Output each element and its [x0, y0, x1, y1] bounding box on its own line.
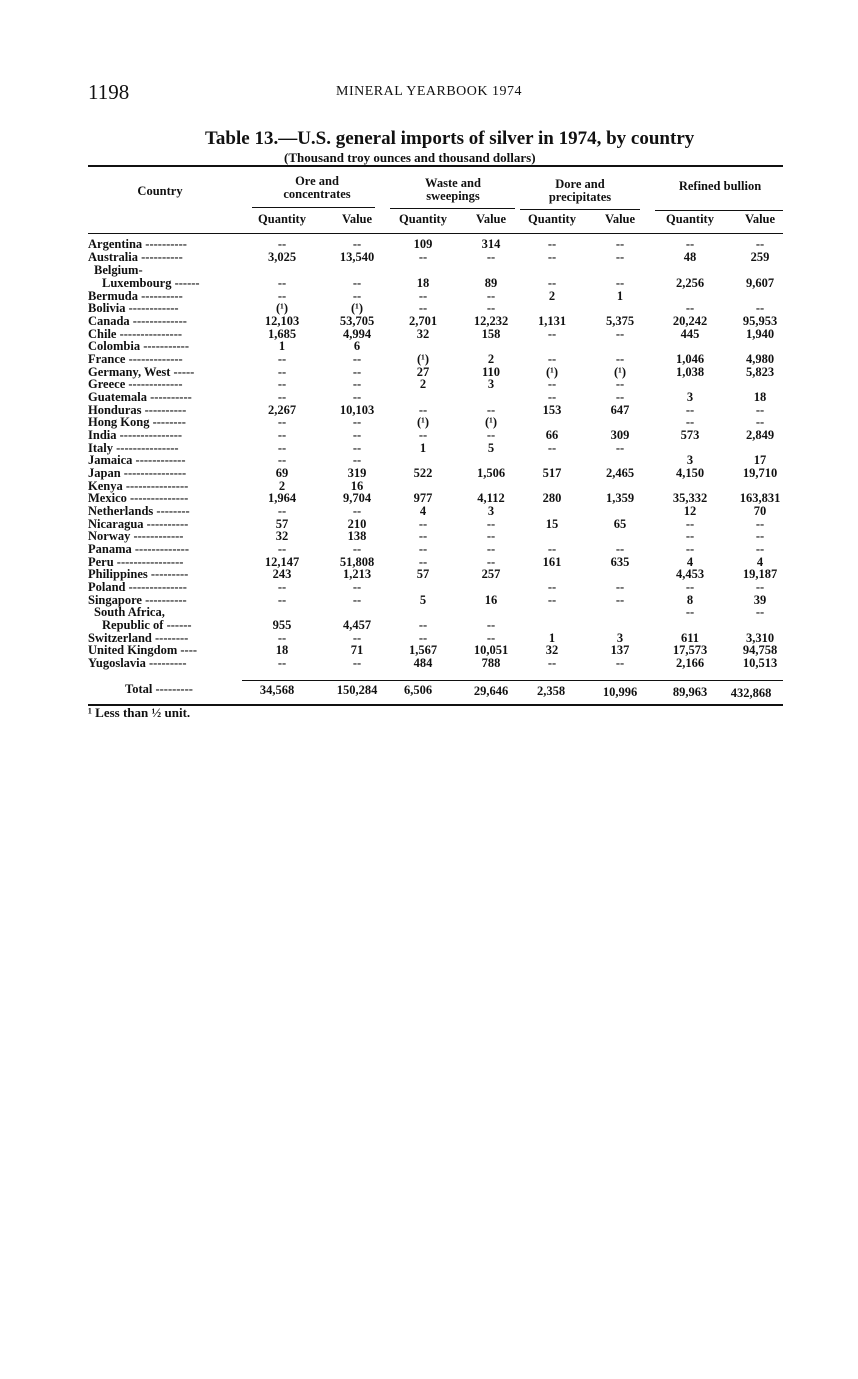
table-cell: 573: [680, 428, 700, 442]
table-cell: 8: [686, 593, 694, 607]
table-cell: 138: [347, 529, 367, 543]
table-cell: 48: [683, 250, 697, 264]
table-cell: 53,705: [339, 314, 375, 328]
table-cell: 10,051: [473, 643, 509, 657]
table-cell: --: [352, 580, 362, 594]
subheader-dore-value: Value: [604, 212, 636, 226]
page-number: 1198: [88, 80, 130, 104]
table-cell: --: [277, 593, 287, 607]
country-name: Honduras ----------: [88, 403, 187, 417]
table-cell: --: [486, 403, 496, 417]
country-name: Argentina ----------: [88, 237, 187, 251]
table-cell: 27: [416, 365, 430, 379]
table-cell: 4,150: [675, 466, 705, 480]
table-cell: --: [615, 352, 625, 366]
header-country: Country: [137, 184, 183, 198]
table-cell: --: [352, 276, 362, 290]
country-name: Philippines ---------: [88, 567, 189, 581]
table-cell: 137: [610, 643, 630, 657]
table-cell: 5: [487, 441, 495, 455]
table-cell: --: [547, 237, 557, 251]
table-cell: (¹): [484, 415, 498, 429]
total-label: Total ---------: [125, 682, 193, 696]
table-cell: 69: [275, 466, 289, 480]
table-cell: 163,831: [739, 491, 781, 505]
table-cell: 1,213: [342, 567, 372, 581]
table-cell: --: [615, 377, 625, 391]
subheader-dore-quantity: Quantity: [528, 212, 576, 226]
total-cell: 29,646: [473, 684, 509, 698]
country-name: Bolivia ------------: [88, 301, 179, 315]
table-cell: 158: [481, 327, 501, 341]
table-cell: --: [755, 403, 765, 417]
table-cell: 12,147: [264, 555, 300, 569]
table-cell: --: [755, 301, 765, 315]
table-cell: 2,256: [675, 276, 705, 290]
table-cell: --: [755, 517, 765, 531]
table-cell: --: [418, 517, 428, 531]
table-cell: 51,808: [339, 555, 375, 569]
subheader-refined-quantity: Quantity: [666, 212, 714, 226]
table-cell: --: [277, 542, 287, 556]
table-cell: --: [755, 237, 765, 251]
table-cell: 71: [350, 643, 364, 657]
table-cell: 32: [545, 643, 559, 657]
table-cell: --: [755, 605, 765, 619]
table-cell: 522: [413, 466, 433, 480]
table-cell: 635: [610, 555, 630, 569]
bottom-rule: [88, 704, 783, 706]
country-name: Colombia -----------: [88, 339, 190, 353]
table-cell: --: [277, 377, 287, 391]
table-cell: --: [277, 390, 287, 404]
table-cell: 70: [753, 504, 767, 518]
table-cell: 4: [419, 504, 427, 518]
table-cell: 89: [484, 276, 498, 290]
table-cell: 280: [542, 491, 562, 505]
table-cell: (¹): [613, 365, 627, 379]
table-cell: --: [277, 428, 287, 442]
header-refined: Refined bullion: [678, 179, 762, 193]
table-cell: --: [547, 276, 557, 290]
table-cell: 2: [419, 377, 427, 391]
table-subtitle: (Thousand troy ounces and thousand dollars): [284, 150, 536, 165]
table-cell: 32: [275, 529, 289, 543]
table-cell: 243: [272, 567, 292, 581]
table-cell: 1: [616, 289, 624, 303]
table-cell: (¹): [545, 365, 559, 379]
table-cell: 12: [683, 504, 697, 518]
table-cell: 2: [278, 479, 286, 493]
table-cell: 1,567: [408, 643, 438, 657]
table-cell: --: [486, 618, 496, 632]
table-cell: 4: [756, 555, 764, 569]
header-waste: Waste and sweepings: [425, 176, 481, 203]
running-head: MINERAL YEARBOOK 1974: [336, 84, 523, 99]
table-cell: 3: [487, 504, 495, 518]
table-cell: --: [418, 542, 428, 556]
table-cell: 2,267: [267, 403, 297, 417]
table-cell: 3,310: [745, 631, 775, 645]
table-cell: 2,465: [605, 466, 635, 480]
table-cell: 4,453: [675, 567, 705, 581]
table-cell: --: [486, 631, 496, 645]
table-cell: --: [418, 618, 428, 632]
table-cell: 15: [545, 517, 559, 531]
table-cell: (¹): [416, 352, 430, 366]
table-cell: --: [277, 352, 287, 366]
table-cell: 9,704: [342, 491, 372, 505]
table-cell: --: [615, 656, 625, 670]
table-cell: --: [685, 403, 695, 417]
table-cell: --: [418, 555, 428, 569]
table-cell: --: [352, 390, 362, 404]
table-cell: --: [352, 365, 362, 379]
table-cell: 95,953: [742, 314, 778, 328]
table-cell: --: [418, 631, 428, 645]
table-cell: --: [277, 631, 287, 645]
total-cell: 150,284: [336, 683, 378, 697]
table-cell: 4,112: [477, 491, 505, 505]
table-cell: 5,375: [605, 314, 635, 328]
table-cell: --: [547, 352, 557, 366]
table-cell: 484: [413, 656, 433, 670]
country-name: Jamaica ------------: [88, 453, 186, 467]
table-cell: --: [547, 542, 557, 556]
table-cell: --: [352, 593, 362, 607]
subheader-refined-value: Value: [744, 212, 776, 226]
table-cell: 445: [680, 327, 700, 341]
table-cell: 1,506: [476, 466, 506, 480]
header-dore: Dore and precipitates: [548, 177, 612, 204]
table-cell: 955: [272, 618, 292, 632]
country-name: Canada -------------: [88, 314, 187, 328]
table-cell: --: [615, 276, 625, 290]
country-name: Peru ----------------: [88, 555, 184, 569]
table-cell: 13,540: [339, 250, 375, 264]
table-cell: --: [352, 453, 362, 467]
table-cell: 257: [481, 567, 501, 581]
table-cell: --: [685, 237, 695, 251]
table-cell: 57: [416, 567, 430, 581]
table-cell: 12,103: [264, 314, 300, 328]
country-name: Germany, West -----: [88, 365, 195, 379]
country-name: South Africa,: [94, 605, 165, 619]
table-cell: 1,359: [605, 491, 635, 505]
table-cell: 647: [610, 403, 630, 417]
table-cell: --: [277, 289, 287, 303]
table-cell: 977: [413, 491, 433, 505]
table-cell: 2,166: [675, 656, 705, 670]
table-cell: --: [615, 237, 625, 251]
table-cell: 161: [542, 555, 562, 569]
table-cell: 788: [481, 656, 501, 670]
table-cell: --: [615, 593, 625, 607]
table-cell: 18: [275, 643, 289, 657]
country-name: Netherlands --------: [88, 504, 190, 518]
table-cell: --: [547, 593, 557, 607]
country-name: Luxembourg ------: [102, 276, 200, 290]
country-name: Italy ---------------: [88, 441, 179, 455]
table-cell: --: [277, 365, 287, 379]
table-cell: 3: [686, 453, 694, 467]
country-name: France -------------: [88, 352, 183, 366]
table-cell: 2,849: [745, 428, 775, 442]
table-cell: 4,980: [745, 352, 775, 366]
table-cell: 1,685: [267, 327, 297, 341]
table-cell: 4,457: [342, 618, 372, 632]
table-cell: 9,607: [745, 276, 775, 290]
table-cell: --: [547, 250, 557, 264]
table-cell: --: [615, 250, 625, 264]
table-cell: 66: [545, 428, 559, 442]
country-name: Japan ---------------: [88, 466, 187, 480]
table-cell: (¹): [416, 415, 430, 429]
header-ore: Ore and concentrates: [283, 174, 351, 201]
country-name: Greece -------------: [88, 377, 183, 391]
table-cell: --: [277, 580, 287, 594]
country-name: Panama -------------: [88, 542, 189, 556]
table-cell: 110: [481, 365, 501, 379]
country-name: India ---------------: [88, 428, 183, 442]
header-bottom-rule: [88, 233, 783, 234]
table-cell: 19,187: [742, 567, 778, 581]
table-cell: 2: [548, 289, 556, 303]
country-name: Bermuda ----------: [88, 289, 183, 303]
table-cell: --: [755, 542, 765, 556]
table-cell: --: [486, 517, 496, 531]
table-cell: 517: [542, 466, 562, 480]
table-cell: 1,131: [537, 314, 567, 328]
group-rule-ore: [252, 207, 375, 208]
table-cell: --: [685, 542, 695, 556]
table-cell: --: [418, 250, 428, 264]
table-cell: (¹): [350, 301, 364, 315]
table-cell: 3: [616, 631, 624, 645]
table-cell: 5: [419, 593, 427, 607]
table-cell: 18: [753, 390, 767, 404]
table-cell: --: [486, 428, 496, 442]
table-cell: 1,038: [675, 365, 705, 379]
table-cell: --: [486, 529, 496, 543]
country-name: Switzerland --------: [88, 631, 189, 645]
table-cell: 1,964: [267, 491, 297, 505]
table-cell: 57: [275, 517, 289, 531]
table-cell: 32: [416, 327, 430, 341]
country-name: Hong Kong --------: [88, 415, 186, 429]
table-cell: --: [418, 529, 428, 543]
total-top-rule: [242, 680, 783, 681]
table-cell: 153: [542, 403, 562, 417]
table-cell: (¹): [275, 301, 289, 315]
table-cell: --: [547, 580, 557, 594]
table-cell: --: [755, 529, 765, 543]
table-cell: --: [615, 542, 625, 556]
country-name: Republic of ------: [102, 618, 192, 632]
subheader-waste-quantity: Quantity: [399, 212, 447, 226]
table-cell: --: [685, 517, 695, 531]
country-name: Nicaragua ----------: [88, 517, 189, 531]
total-cell: 2,358: [536, 684, 566, 698]
table-cell: --: [352, 352, 362, 366]
table-cell: --: [547, 377, 557, 391]
table-cell: 3: [686, 390, 694, 404]
table-cell: --: [277, 656, 287, 670]
group-rule-refined: [655, 210, 783, 211]
table-cell: --: [685, 580, 695, 594]
total-cell: 6,506: [403, 683, 433, 697]
country-name: Norway ------------: [88, 529, 184, 543]
table-cell: 4,994: [342, 327, 372, 341]
table-cell: 2,701: [408, 314, 438, 328]
table-cell: --: [352, 415, 362, 429]
table-cell: 6: [353, 339, 361, 353]
total-cell: 432,868: [730, 686, 772, 700]
table-cell: 35,332: [672, 491, 708, 505]
table-cell: 319: [347, 466, 367, 480]
table-cell: --: [352, 504, 362, 518]
table-cell: 1: [548, 631, 556, 645]
table-cell: --: [486, 289, 496, 303]
table-cell: --: [352, 237, 362, 251]
country-name: Yugoslavia ---------: [88, 656, 187, 670]
country-name: Kenya ---------------: [88, 479, 189, 493]
table-cell: --: [486, 555, 496, 569]
table-cell: --: [685, 605, 695, 619]
group-rule-dore: [520, 209, 640, 210]
table-cell: 611: [680, 631, 700, 645]
table-cell: --: [615, 327, 625, 341]
table-cell: --: [615, 580, 625, 594]
table-cell: --: [615, 390, 625, 404]
country-name: Mexico --------------: [88, 491, 189, 505]
table-cell: --: [547, 390, 557, 404]
table-cell: --: [352, 631, 362, 645]
table-cell: --: [277, 504, 287, 518]
table-cell: --: [277, 415, 287, 429]
table-cell: --: [685, 415, 695, 429]
table-cell: 16: [350, 479, 364, 493]
country-name: Chile ---------------: [88, 327, 183, 341]
table-cell: --: [277, 237, 287, 251]
table-cell: --: [418, 301, 428, 315]
table-cell: 3: [487, 377, 495, 391]
footnote: ¹ Less than ½ unit.: [88, 705, 191, 720]
table-cell: 1: [419, 441, 427, 455]
table-cell: --: [685, 301, 695, 315]
table-cell: 1,046: [675, 352, 705, 366]
table-cell: 94,758: [742, 643, 778, 657]
table-cell: 259: [750, 250, 770, 264]
table-cell: 210: [347, 517, 367, 531]
table-cell: --: [277, 441, 287, 455]
table-cell: 309: [610, 428, 630, 442]
table-cell: 1,940: [745, 327, 775, 341]
country-name: United Kingdom ----: [88, 643, 198, 657]
table-cell: --: [418, 428, 428, 442]
total-cell: 10,996: [602, 685, 638, 699]
top-rule: [88, 165, 783, 167]
total-cell: 34,568: [259, 683, 295, 697]
group-rule-waste: [390, 208, 515, 209]
table-cell: --: [755, 415, 765, 429]
table-cell: --: [352, 428, 362, 442]
country-name: Australia ----------: [88, 250, 183, 264]
table-cell: --: [685, 529, 695, 543]
table-cell: 5,823: [745, 365, 775, 379]
table-cell: --: [352, 542, 362, 556]
country-name: Poland --------------: [88, 580, 187, 594]
table-cell: --: [615, 441, 625, 455]
table-cell: --: [486, 542, 496, 556]
subheader-ore-quantity: Quantity: [258, 212, 306, 226]
table-cell: --: [277, 453, 287, 467]
subheader-ore-value: Value: [341, 212, 373, 226]
country-name: Belgium-: [94, 263, 143, 277]
total-cell: 89,963: [672, 685, 708, 699]
table-cell: 39: [753, 593, 767, 607]
table-title: Table 13.—U.S. general imports of silver in 1974, by country: [205, 128, 695, 149]
table-cell: --: [352, 289, 362, 303]
table-cell: 16: [484, 593, 498, 607]
table-cell: 314: [481, 237, 501, 251]
table-cell: 18: [416, 276, 430, 290]
table-cell: 10,513: [742, 656, 778, 670]
table-cell: --: [547, 441, 557, 455]
table-cell: --: [277, 276, 287, 290]
table-cell: 4: [686, 555, 694, 569]
table-cell: 3,025: [267, 250, 297, 264]
table-cell: --: [755, 580, 765, 594]
table-cell: 19,710: [742, 466, 778, 480]
table-cell: --: [418, 403, 428, 417]
country-name: Guatemala ----------: [88, 390, 192, 404]
table-cell: --: [547, 656, 557, 670]
country-name: Singapore ----------: [88, 593, 187, 607]
table-cell: --: [352, 656, 362, 670]
table-cell: --: [547, 327, 557, 341]
table-cell: 1: [278, 339, 286, 353]
table-cell: --: [352, 377, 362, 391]
table-cell: --: [486, 250, 496, 264]
table-cell: 10,103: [339, 403, 375, 417]
table-cell: --: [486, 301, 496, 315]
table-cell: 20,242: [672, 314, 708, 328]
table-cell: --: [352, 441, 362, 455]
table-cell: --: [418, 289, 428, 303]
table-cell: 65: [613, 517, 627, 531]
table-cell: 12,232: [473, 314, 509, 328]
table-cell: 17: [753, 453, 767, 467]
subheader-waste-value: Value: [475, 212, 507, 226]
table-cell: 2: [487, 352, 495, 366]
table-cell: 109: [413, 237, 433, 251]
table-cell: 17,573: [672, 643, 708, 657]
